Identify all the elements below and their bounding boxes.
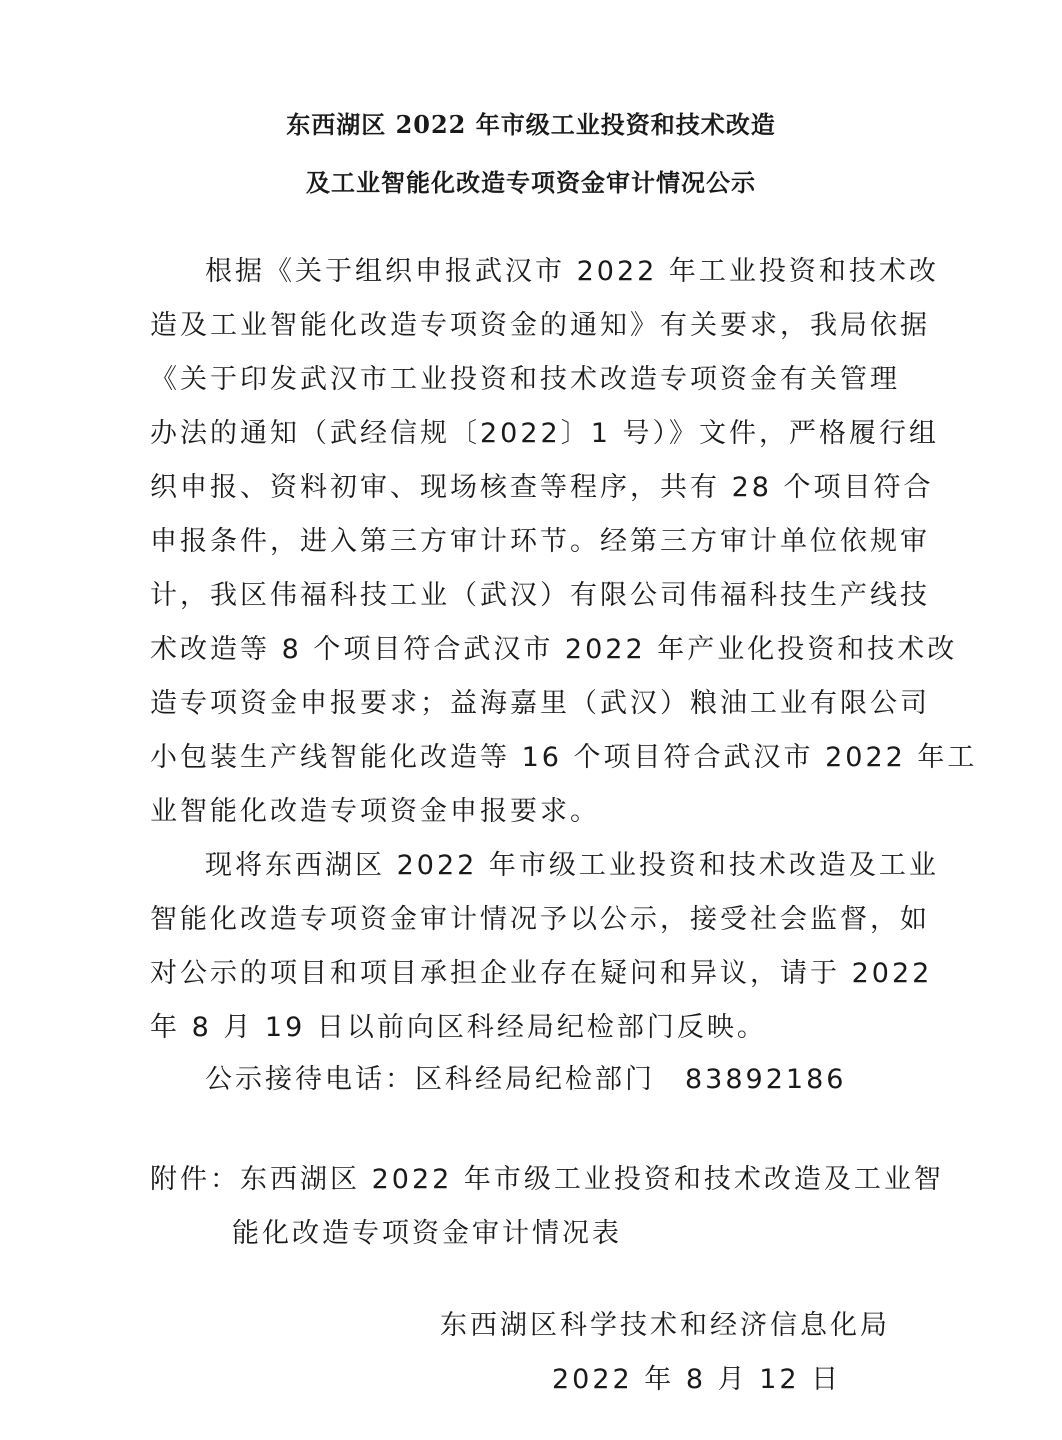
paragraph-1-line: 《关于印发武汉市工业投资和技术改造专项资金有关管理 xyxy=(150,364,900,395)
paragraph-1-line: 织申报、资料初审、现场核查等程序，共有 28 个项目符合 xyxy=(150,472,934,503)
paragraph-1-line: 业智能化改造专项资金申报要求。 xyxy=(150,796,600,827)
paragraph-1-line: 小包装生产线智能化改造等 16 个项目符合武汉市 2022 年工 xyxy=(150,742,978,773)
paragraph-2-line: 智能化改造专项资金审计情况予以公示，接受社会监督，如 xyxy=(150,904,930,935)
paragraph-2-line: 年 8 月 19 日以前向区科经局纪检部门反映。 xyxy=(150,1012,767,1043)
issuing-organization: 东西湖区科学技术和经济信息化局 xyxy=(440,1310,890,1341)
attachment-line-1: 附件：东西湖区 2022 年市级工业投资和技术改造及工业智 xyxy=(150,1164,944,1195)
paragraph-1-line: 办法的通知（武经信规〔2022〕1 号）》文件，严格履行组 xyxy=(150,418,939,449)
contact-phone: 公示接待电话：区科经局纪检部门 83892186 xyxy=(205,1064,847,1095)
paragraph-1-line: 造专项资金申报要求；益海嘉里（武汉）粮油工业有限公司 xyxy=(150,688,930,719)
paragraph-1-line: 根据《关于组织申报武汉市 2022 年工业投资和技术改 xyxy=(205,256,939,287)
paragraph-1-line: 术改造等 8 个项目符合武汉市 2022 年产业化投资和技术改 xyxy=(150,634,958,665)
attachment-line-2: 能化改造专项资金审计情况表 xyxy=(232,1218,622,1249)
paragraph-1-line: 计，我区伟福科技工业（武汉）有限公司伟福科技生产线技 xyxy=(150,580,930,611)
paragraph-1-line: 申报条件，进入第三方审计环节。经第三方审计单位依规审 xyxy=(150,526,930,557)
document-title-line-2: 及工业智能化改造专项资金审计情况公示 xyxy=(306,168,756,197)
paragraph-1-line: 造及工业智能化改造专项资金的通知》有关要求，我局依据 xyxy=(150,310,930,341)
issue-date: 2022 年 8 月 12 日 xyxy=(552,1364,842,1395)
document-title-line-1: 东西湖区 2022 年市级工业投资和技术改造 xyxy=(286,110,776,139)
paragraph-2-line: 现将东西湖区 2022 年市级工业投资和技术改造及工业 xyxy=(205,850,939,881)
paragraph-2-line: 对公示的项目和项目承担企业存在疑问和异议，请于 2022 xyxy=(150,958,933,989)
